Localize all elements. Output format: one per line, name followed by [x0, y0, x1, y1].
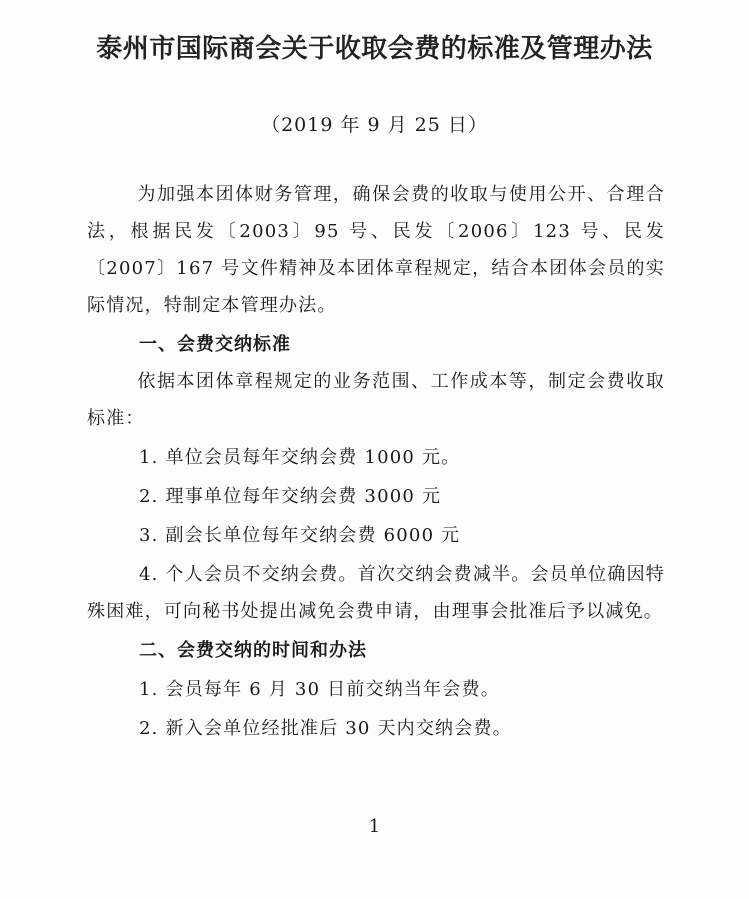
list-item: 2. 理事单位每年交纳会费 3000 元	[139, 486, 442, 507]
section-heading-fee-time: 二、会费交纳的时间和办法	[139, 640, 367, 661]
document-date: （2019 年 9 月 25 日）	[261, 114, 488, 136]
document-body	[87, 176, 665, 747]
document-title: 泰州市国际商会关于收取会费的标准及管理办法	[96, 34, 653, 64]
list-item: 3. 副会长单位每年交纳会费 6000 元	[139, 525, 461, 546]
list-item: 4. 个人会员不交纳会费。首次交纳会费减半。会员单位确因特殊困难，可向秘书处提出减免会费申请，由理事会批准后予以减免。	[87, 564, 665, 622]
section1-intro-paragraph: 依据本团体章程规定的业务范围、工作成本等，制定会费收取标准：	[87, 371, 665, 429]
intro-paragraph: 为加强本团体财务管理，确保会费的收取与使用公开、合理合法，根据民发〔2003〕95 号、民发〔2006〕123 号、民发〔2007〕167 号文件精神及本团体章程规定，结合本团体会员的实际情况，特制定本管理办法。	[87, 184, 665, 316]
list-item: 1. 会员每年 6 月 30 日前交纳当年会费。	[139, 679, 500, 700]
list-item: 2. 新入会单位经批准后 30 天内交纳会费。	[139, 718, 512, 739]
page-number: 1	[368, 816, 381, 837]
section-heading-fee-standard: 一、会费交纳标准	[139, 334, 291, 355]
list-item: 1. 单位会员每年交纳会费 1000 元。	[139, 447, 461, 468]
